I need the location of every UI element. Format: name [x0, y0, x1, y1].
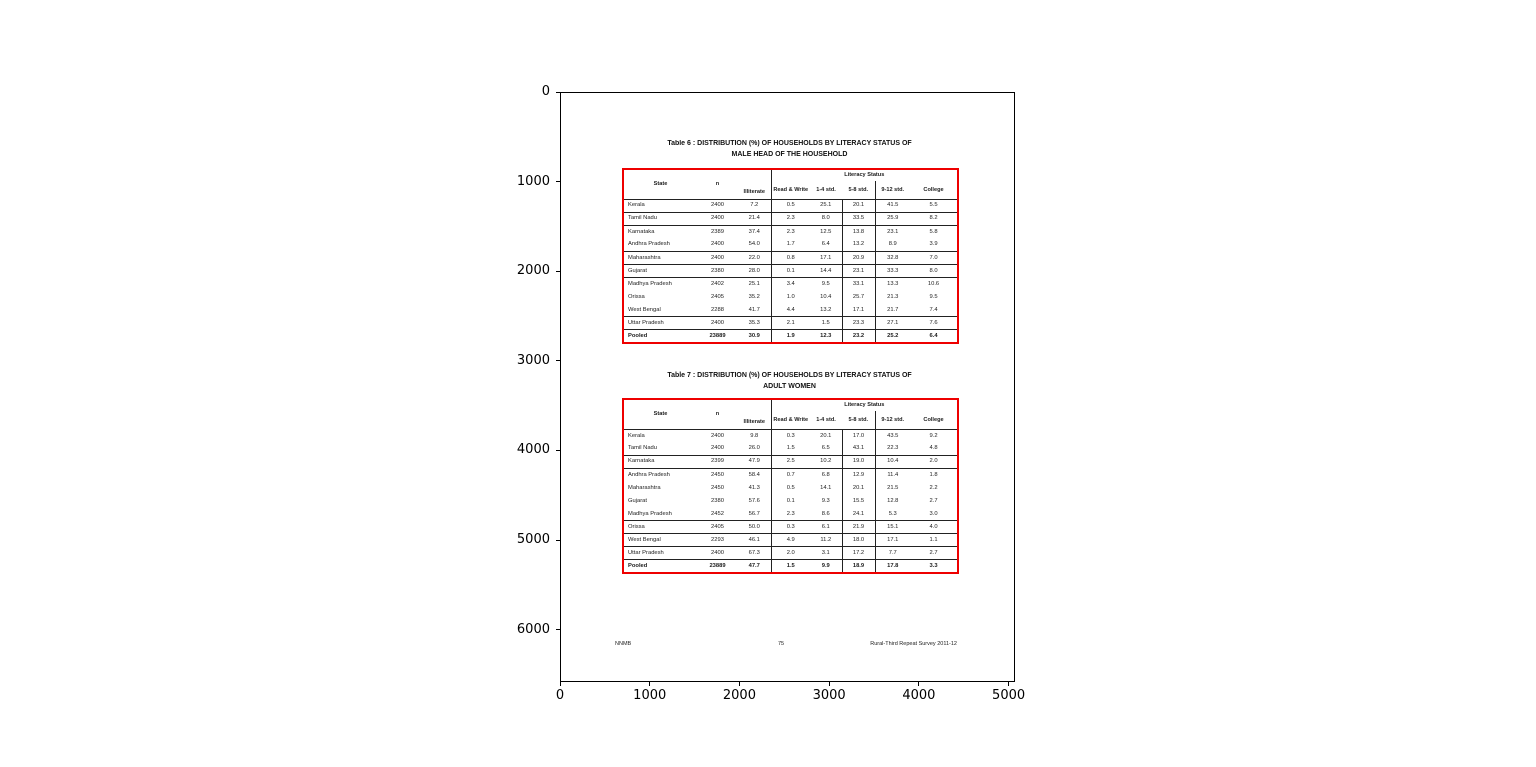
- value-cell: 9.5: [821, 281, 830, 288]
- value-cell: 2.0: [910, 455, 958, 468]
- state-cell: Madhya Pradesh: [628, 281, 672, 288]
- group-header-literacy-status: Literacy Status: [771, 169, 958, 181]
- value-cell: 4.0: [910, 521, 958, 534]
- column-header: College: [910, 411, 958, 429]
- value-cell: 5.5: [910, 199, 958, 212]
- value-cell: 23889: [709, 332, 726, 339]
- value-cell: 21.4: [738, 212, 771, 225]
- x-tick-label: 4000: [902, 688, 936, 703]
- value-cell: 6.4: [810, 238, 842, 251]
- state-cell: West Bengal: [623, 304, 697, 317]
- table7-title-line1: Table 7 : DISTRIBUTION (%) OF HOUSEHOLDS BY LITERACY STATUS OF: [667, 372, 912, 379]
- value-cell: 15.1: [875, 521, 910, 534]
- state-cell: Kerala: [623, 199, 697, 212]
- footer-org-label: NNMB: [615, 641, 632, 647]
- value-cell: 17.1: [875, 534, 910, 547]
- value-cell: 2288: [697, 304, 738, 317]
- y-tick-label: 3000: [516, 352, 550, 368]
- table-row: [623, 442, 958, 455]
- table-row: [623, 238, 958, 251]
- value-cell: 46.1: [738, 534, 771, 547]
- value-cell: 2.5: [771, 455, 810, 468]
- value-cell: 8.0: [810, 212, 842, 225]
- value-cell: 0.5: [771, 481, 810, 494]
- value-cell: 2389: [711, 228, 724, 235]
- table-row: [623, 330, 958, 343]
- footer-page-number: 75: [777, 641, 785, 647]
- state-cell: Andhra Pradesh: [623, 238, 697, 251]
- column-header: 1-4 std.: [810, 181, 842, 199]
- value-cell: 25.2: [875, 330, 910, 343]
- column-header: 5-8 std.: [842, 181, 875, 199]
- value-cell: 0.8: [771, 251, 810, 264]
- value-cell: 54.0: [738, 238, 771, 251]
- x-tick-label: 3000: [812, 688, 846, 703]
- footer-survey-label: Rural-Third Repeat Survey 2011-12: [870, 641, 957, 647]
- value-cell: 47.7: [748, 562, 760, 569]
- value-cell: 1.9: [771, 330, 810, 343]
- state-cell: Uttar Pradesh: [623, 317, 697, 330]
- value-cell: 2405: [711, 293, 724, 300]
- state-cell: Gujarat: [628, 497, 648, 504]
- value-cell: 20.1: [820, 432, 832, 439]
- value-cell: 25.1: [810, 199, 842, 212]
- column-header: n: [697, 169, 738, 199]
- value-cell: 12.8: [875, 494, 910, 507]
- column-header: 1-4 std.: [810, 411, 842, 429]
- value-cell: 35.3: [738, 317, 771, 330]
- value-cell: 2402: [711, 281, 724, 288]
- value-cell: 8.9: [875, 238, 910, 251]
- value-cell: 23889: [709, 562, 726, 569]
- table-row: [623, 547, 958, 560]
- value-cell: 5.3: [875, 508, 910, 521]
- state-cell: Karnataka: [623, 455, 697, 468]
- table-row: [623, 225, 958, 238]
- value-cell: 6.4: [929, 332, 938, 339]
- value-cell: 6.1: [810, 521, 842, 534]
- state-cell: Pooled: [628, 562, 648, 569]
- value-cell: 9.8: [750, 432, 759, 439]
- value-cell: 1.5: [771, 560, 810, 573]
- value-cell: 13.2: [810, 304, 842, 317]
- value-cell: 11.4: [875, 468, 910, 481]
- state-cell: Tamil Nadu: [623, 212, 697, 225]
- column-header: 5-8 std.: [842, 411, 875, 429]
- value-cell: 7.4: [910, 304, 958, 317]
- y-tick-label: 5000: [516, 532, 550, 547]
- x-tick-mark: [918, 682, 919, 686]
- value-cell: 0.1: [771, 494, 810, 507]
- table-row: [623, 481, 958, 494]
- value-cell: 5.8: [929, 228, 938, 235]
- value-cell: 10.2: [810, 455, 842, 468]
- column-header: Illiterate: [738, 399, 771, 429]
- value-cell: 28.0: [738, 264, 771, 277]
- value-cell: 3.9: [910, 238, 958, 251]
- value-cell: 4.8: [910, 442, 958, 455]
- column-header: n: [697, 399, 738, 429]
- value-cell: 13.8: [842, 225, 875, 238]
- value-cell: 7.7: [875, 547, 910, 560]
- value-cell: 17.2: [842, 547, 875, 560]
- value-cell: 1.7: [771, 238, 810, 251]
- x-tick-mark: [829, 682, 830, 686]
- value-cell: 20.1: [842, 199, 875, 212]
- value-cell: 13.3: [875, 278, 910, 291]
- value-cell: 2400: [711, 432, 724, 439]
- value-cell: 41.3: [748, 484, 760, 491]
- x-tick-mark: [560, 682, 561, 686]
- value-cell: 2.1: [771, 317, 810, 330]
- value-cell: 10.6: [927, 281, 940, 288]
- value-cell: 0.3: [771, 521, 810, 534]
- value-cell: 2380: [697, 264, 738, 277]
- value-cell: 11.2: [810, 534, 842, 547]
- table6-title-line2: MALE HEAD OF THE HOUSEHOLD: [731, 151, 848, 158]
- x-tick-mark: [739, 682, 740, 686]
- value-cell: 17.0: [842, 429, 875, 442]
- x-tick-mark: [649, 682, 650, 686]
- value-cell: 7.6: [910, 317, 958, 330]
- value-cell: 10.4: [875, 455, 910, 468]
- value-cell: 10.4: [820, 293, 832, 300]
- value-cell: 24.1: [842, 508, 875, 521]
- table-row: [623, 304, 958, 317]
- value-cell: 43.5: [875, 429, 910, 442]
- value-cell: 27.1: [875, 317, 910, 330]
- value-cell: 18.0: [842, 534, 875, 547]
- state-cell: West Bengal: [623, 534, 697, 547]
- value-cell: 1.0: [771, 291, 810, 304]
- value-cell: 33.3: [875, 264, 910, 277]
- value-cell: 43.1: [842, 442, 875, 455]
- value-cell: 17.8: [875, 560, 910, 573]
- value-cell: 17.1: [842, 304, 875, 317]
- y-tick-label: 6000: [516, 621, 550, 637]
- value-cell: 8.0: [910, 264, 958, 277]
- value-cell: 9.5: [929, 293, 938, 300]
- value-cell: 19.0: [842, 455, 875, 468]
- value-cell: 50.0: [738, 521, 771, 534]
- state-cell: Kerala: [628, 432, 645, 439]
- value-cell: 8.2: [910, 212, 958, 225]
- value-cell: 41.7: [738, 304, 771, 317]
- value-cell: 1.1: [910, 534, 958, 547]
- value-cell: 67.3: [738, 547, 771, 560]
- value-cell: 33.1: [842, 278, 875, 291]
- value-cell: 14.1: [820, 484, 832, 491]
- table-row: [623, 251, 958, 264]
- value-cell: 56.7: [738, 508, 771, 521]
- value-cell: 20.1: [842, 481, 875, 494]
- value-cell: 0.5: [771, 199, 810, 212]
- table-row: [623, 455, 958, 468]
- value-cell: 2.7: [910, 547, 958, 560]
- value-cell: 22.3: [875, 442, 910, 455]
- value-cell: 2400: [697, 238, 738, 251]
- value-cell: 2.0: [771, 547, 810, 560]
- value-cell: 0.1: [771, 264, 810, 277]
- value-cell: 58.4: [748, 471, 760, 478]
- value-cell: 22.0: [738, 251, 771, 264]
- value-cell: 21.5: [875, 481, 910, 494]
- value-cell: 2400: [697, 199, 738, 212]
- table7-literacy-adult-women: [622, 398, 959, 574]
- value-cell: 17.1: [810, 251, 842, 264]
- value-cell: 2400: [697, 547, 738, 560]
- y-tick-label: 2000: [516, 263, 550, 279]
- value-cell: 12.9: [842, 468, 875, 481]
- state-cell: Madhya Pradesh: [623, 508, 697, 521]
- state-cell: Orissa: [623, 521, 697, 534]
- table-row: [623, 317, 958, 330]
- value-cell: 32.8: [875, 251, 910, 264]
- value-cell: 30.9: [748, 332, 760, 339]
- value-cell: 2380: [711, 497, 724, 504]
- table-row: [623, 494, 958, 507]
- value-cell: 9.2: [929, 432, 938, 439]
- table-row: [623, 521, 958, 534]
- value-cell: 7.2: [738, 199, 771, 212]
- value-cell: 2405: [697, 521, 738, 534]
- column-header: Illiterate: [738, 169, 771, 199]
- value-cell: 1.5: [771, 442, 810, 455]
- value-cell: 23.1: [875, 225, 910, 238]
- value-cell: 13.2: [842, 238, 875, 251]
- state-cell: Maharashtra: [623, 251, 697, 264]
- value-cell: 20.9: [842, 251, 875, 264]
- value-cell: 3.0: [910, 508, 958, 521]
- x-tick-label: 2000: [722, 688, 756, 703]
- state-cell: Andhra Pradesh: [628, 471, 670, 478]
- value-cell: 4.9: [771, 534, 810, 547]
- y-tick-label: 0: [541, 84, 550, 99]
- state-cell: Tamil Nadu: [623, 442, 697, 455]
- value-cell: 2452: [697, 508, 738, 521]
- value-cell: 47.9: [738, 455, 771, 468]
- value-cell: 9.3: [821, 497, 830, 504]
- table-row: [623, 291, 958, 304]
- value-cell: 8.6: [810, 508, 842, 521]
- value-cell: 23.1: [842, 264, 875, 277]
- value-cell: 2.3: [771, 225, 810, 238]
- value-cell: 6.5: [810, 442, 842, 455]
- value-cell: 37.4: [748, 228, 760, 235]
- state-cell: Gujarat: [623, 264, 697, 277]
- state-cell: Uttar Pradesh: [623, 547, 697, 560]
- column-header: State: [623, 169, 697, 199]
- state-cell: Orissa: [628, 293, 645, 300]
- table-row: [623, 264, 958, 277]
- value-cell: 12.5: [820, 228, 832, 235]
- value-cell: 25.9: [875, 212, 910, 225]
- value-cell: 23.2: [842, 330, 875, 343]
- table-row: [623, 508, 958, 521]
- x-tick-label: 0: [555, 688, 565, 703]
- value-cell: 21.9: [842, 521, 875, 534]
- value-cell: 2400: [697, 442, 738, 455]
- column-header: College: [910, 181, 958, 199]
- value-cell: 23.3: [842, 317, 875, 330]
- value-cell: 18.9: [842, 560, 875, 573]
- value-cell: 4.4: [771, 304, 810, 317]
- value-cell: 3.1: [810, 547, 842, 560]
- state-cell: Karnataka: [628, 228, 655, 235]
- column-header: State: [623, 399, 697, 429]
- table6-title: [622, 138, 957, 160]
- table7-title: [622, 370, 957, 392]
- value-cell: 0.3: [771, 429, 810, 442]
- value-cell: 14.4: [810, 264, 842, 277]
- y-tick-label: 4000: [516, 442, 550, 458]
- value-cell: 12.3: [820, 332, 832, 339]
- table6-literacy-male-head: [622, 168, 959, 344]
- group-header-literacy-status: Literacy Status: [771, 399, 958, 411]
- value-cell: 1.5: [810, 317, 842, 330]
- value-cell: 2.3: [771, 212, 810, 225]
- value-cell: 15.5: [842, 494, 875, 507]
- value-cell: 25.1: [748, 281, 760, 288]
- scanned-report-page: [561, 93, 1014, 681]
- value-cell: 33.5: [842, 212, 875, 225]
- state-cell: Pooled: [628, 332, 648, 339]
- value-cell: 26.0: [738, 442, 771, 455]
- value-cell: 21.3: [875, 291, 910, 304]
- value-cell: 2400: [697, 251, 738, 264]
- state-cell: Maharashtra: [628, 484, 661, 491]
- table-row: [623, 534, 958, 547]
- value-cell: 3.4: [771, 278, 810, 291]
- value-cell: 2293: [697, 534, 738, 547]
- value-cell: 25.7: [842, 291, 875, 304]
- value-cell: 21.7: [875, 304, 910, 317]
- column-header: 9-12 std.: [875, 411, 910, 429]
- column-header: Read & Write: [771, 411, 810, 429]
- value-cell: 57.6: [748, 497, 760, 504]
- value-cell: 1.8: [929, 471, 938, 478]
- value-cell: 0.7: [771, 468, 810, 481]
- table-row: [623, 199, 958, 212]
- value-cell: 2.2: [929, 484, 938, 491]
- value-cell: 9.9: [821, 562, 830, 569]
- value-cell: 35.2: [748, 293, 760, 300]
- table7-title-line2: ADULT WOMEN: [763, 383, 816, 390]
- table-row: [623, 429, 958, 442]
- table6-title-line1: Table 6 : DISTRIBUTION (%) OF HOUSEHOLDS BY LITERACY STATUS OF: [667, 140, 912, 147]
- value-cell: 6.8: [821, 471, 830, 478]
- value-cell: 41.5: [875, 199, 910, 212]
- x-tick-label: 1000: [633, 688, 667, 703]
- value-cell: 2450: [711, 471, 724, 478]
- value-cell: 2400: [697, 212, 738, 225]
- value-cell: 2400: [697, 317, 738, 330]
- table-row: [623, 212, 958, 225]
- table-row: [623, 278, 958, 291]
- value-cell: 2450: [711, 484, 724, 491]
- value-cell: 3.3: [929, 562, 938, 569]
- table-row: [623, 560, 958, 573]
- column-header: 9-12 std.: [875, 181, 910, 199]
- x-tick-mark: [1008, 682, 1009, 686]
- plot-axes: [560, 92, 1015, 682]
- value-cell: 7.0: [910, 251, 958, 264]
- y-tick-label: 1000: [516, 173, 550, 189]
- value-cell: 2399: [697, 455, 738, 468]
- value-cell: 2.7: [929, 497, 938, 504]
- value-cell: 2.3: [771, 508, 810, 521]
- column-header: Read & Write: [771, 181, 810, 199]
- table-row: [623, 468, 958, 481]
- x-tick-label: 5000: [992, 688, 1026, 703]
